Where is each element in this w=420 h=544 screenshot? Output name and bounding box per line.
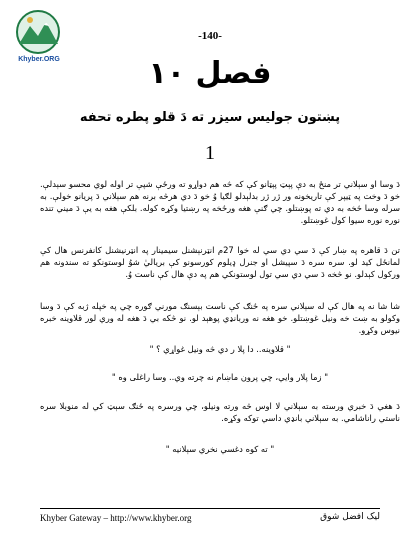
- quote-3: " ته کوه دغسي نخري سېلانيه ": [165, 444, 275, 454]
- quote-2: " زما پلار وايي، چي پرون ماښام نه چرته وي.. وسا راغلی وه ": [111, 372, 329, 382]
- paragraph-4: دَ هغي دَ خبري ورسته به سېلاني لا اوس څه ورته ونيلو، چي ورسره په ځنګ سېټ کي له منوبلا سره ناستي راناشامي. به سېلاني بانډي داسي توکه وکړه.: [40, 401, 400, 423]
- paragraph-1: دَ وسا او سېلاني تر منځ به دې پېټ پېټانو کې که څه هم دواړو ته ورځې شپې تر اوله لوي محسو سېدلې. خو دَ وخت په ټيپر کې تاريخونه ور ژر ژر بدلېدلو لګيا وُ خو دَ دي هرڅه برنه هم سېلاني دَ پريانو خولې. به سرله وسا څخه به دي ته پوښتلو. چي ګنې هغه ورځخه په رښتيا وکړه کوله. بلکې هغه به يې دَ ميني تنده نوره نوره سيوا کول غوښتلو.: [40, 179, 400, 225]
- footer-website[interactable]: Khyber Gateway – http://www.khyber.org: [40, 513, 192, 523]
- chapter-title: فصل ۱۰: [148, 56, 272, 91]
- footer-author: ليک افضل شوق: [320, 512, 380, 522]
- quote-1: " قلاوينه.. دا پلا ر دي څه ونيل غواړي ؟ ": [149, 344, 291, 354]
- footer-divider: [40, 508, 380, 509]
- logo-text: Khyber.ORG: [18, 56, 60, 63]
- page-number: -140-: [198, 30, 222, 42]
- paragraph-3: شا شا نه په هال کې له سېلاني سره په ځنګ کې ناست بېسنګ مورني ګوره چي په خپله ژبه کې دَ وسا وکولو به ښت خه ونيل غوښتلو. خو هغه نه وربانډي پوهېد لو. نو څکه بي دَ هغه له وري لور قلاوينه خبره نيوس وکړو.: [40, 301, 400, 335]
- section-number: 1: [205, 142, 215, 164]
- paragraph-2: تن دَ قاهره په ښار کې دَ سي دي سي له خوا 27م انټرنېشنل سيمينار په انټرنيشنل کانفرنس هال کې لمانځل کيد لو. سره سره دَ سپيشل او جنرل ډيلوم کورسونو کې برياليٰ شوُ لوستونکو ته سندونه هم ورکول کېدلو. نو څخه دَ سي دي سي تول لوستونکي هم په دې هال کې ناست وُ.: [40, 245, 400, 279]
- chapter-subtitle: پښتون جوليس سيزر ته دَ قلو پطره تحفه: [79, 110, 341, 125]
